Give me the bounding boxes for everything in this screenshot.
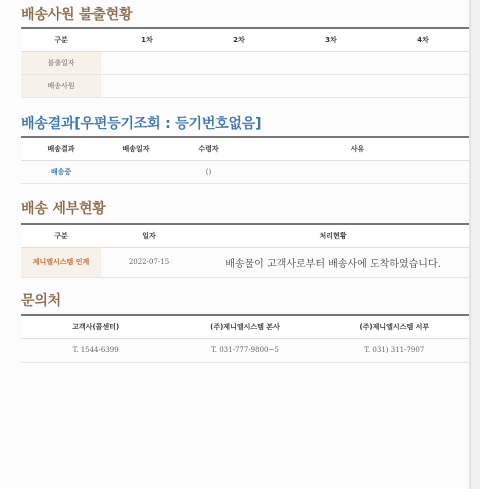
table-row	[21, 247, 469, 277]
contact-section-title: 문의처	[21, 293, 61, 309]
table-row	[21, 74, 469, 97]
detail-category: 제니엘시스템 인계	[21, 247, 101, 277]
contact-header-row	[21, 315, 469, 338]
result-reason	[246, 160, 469, 183]
result-header-date: 배송일자	[101, 137, 171, 160]
dispatch-section-title: 배송사원 불출현황	[21, 7, 133, 23]
dispatch-header-row	[21, 28, 469, 51]
contact-header-callcenter: 고객사(콜센터)	[21, 315, 170, 338]
detail-header-category: 구분	[21, 224, 101, 247]
contact-phone-headquarters: T. 031-777-9800~5	[170, 338, 319, 362]
detail-header-status: 처리현황	[197, 224, 469, 247]
dispatch-cell	[377, 51, 469, 74]
contact-phone-west-branch: T. 031) 311-7907	[320, 338, 469, 362]
dispatch-table	[21, 27, 469, 98]
detail-section-title: 배송 세부현황	[21, 201, 106, 217]
table-row	[21, 160, 469, 183]
dispatch-cell	[285, 51, 377, 74]
table-row	[21, 51, 469, 74]
delivery-status-link[interactable]: 배송중	[21, 160, 101, 183]
table-row	[21, 338, 469, 362]
dispatch-cell	[193, 51, 285, 74]
result-header-reason: 사유	[246, 137, 469, 160]
dispatch-header-round-3: 3차	[285, 28, 377, 51]
dispatch-header-category: 구분	[21, 28, 101, 51]
result-header-receiver: 수령자	[171, 137, 246, 160]
dispatch-cell	[101, 74, 193, 97]
dispatch-row-label-courier: 배송사원	[21, 74, 101, 97]
detail-table	[21, 223, 469, 278]
contact-phone-callcenter: T. 1544-6399	[21, 338, 170, 362]
result-header-status: 배송결과	[21, 137, 101, 160]
dispatch-cell	[101, 51, 193, 74]
result-table	[21, 136, 469, 184]
detail-date: 2022-07-15	[101, 247, 197, 277]
result-receiver: ()	[171, 160, 246, 183]
dispatch-header-round-1: 1차	[101, 28, 193, 51]
contact-header-west-branch: (주)제니엘시스템 서부	[320, 315, 469, 338]
dispatch-header-round-4: 4차	[377, 28, 469, 51]
result-header-row	[21, 137, 469, 160]
dispatch-cell	[285, 74, 377, 97]
contact-header-headquarters: (주)제니엘시스템 본사	[170, 315, 319, 338]
dispatch-cell	[193, 74, 285, 97]
dispatch-header-round-2: 2차	[193, 28, 285, 51]
detail-header-row	[21, 224, 469, 247]
dispatch-row-label-date: 불출일자	[21, 51, 101, 74]
detail-status-message: 배송물이 고객사로부터 배송사에 도착하였습니다.	[197, 247, 469, 277]
dispatch-cell	[377, 74, 469, 97]
contact-table	[21, 314, 469, 363]
result-section-title: 배송결과[우편등기조회 : 등기번호없음]	[21, 116, 262, 132]
result-date	[101, 160, 171, 183]
vertical-scrollbar[interactable]	[470, 0, 480, 489]
detail-header-date: 일자	[101, 224, 197, 247]
